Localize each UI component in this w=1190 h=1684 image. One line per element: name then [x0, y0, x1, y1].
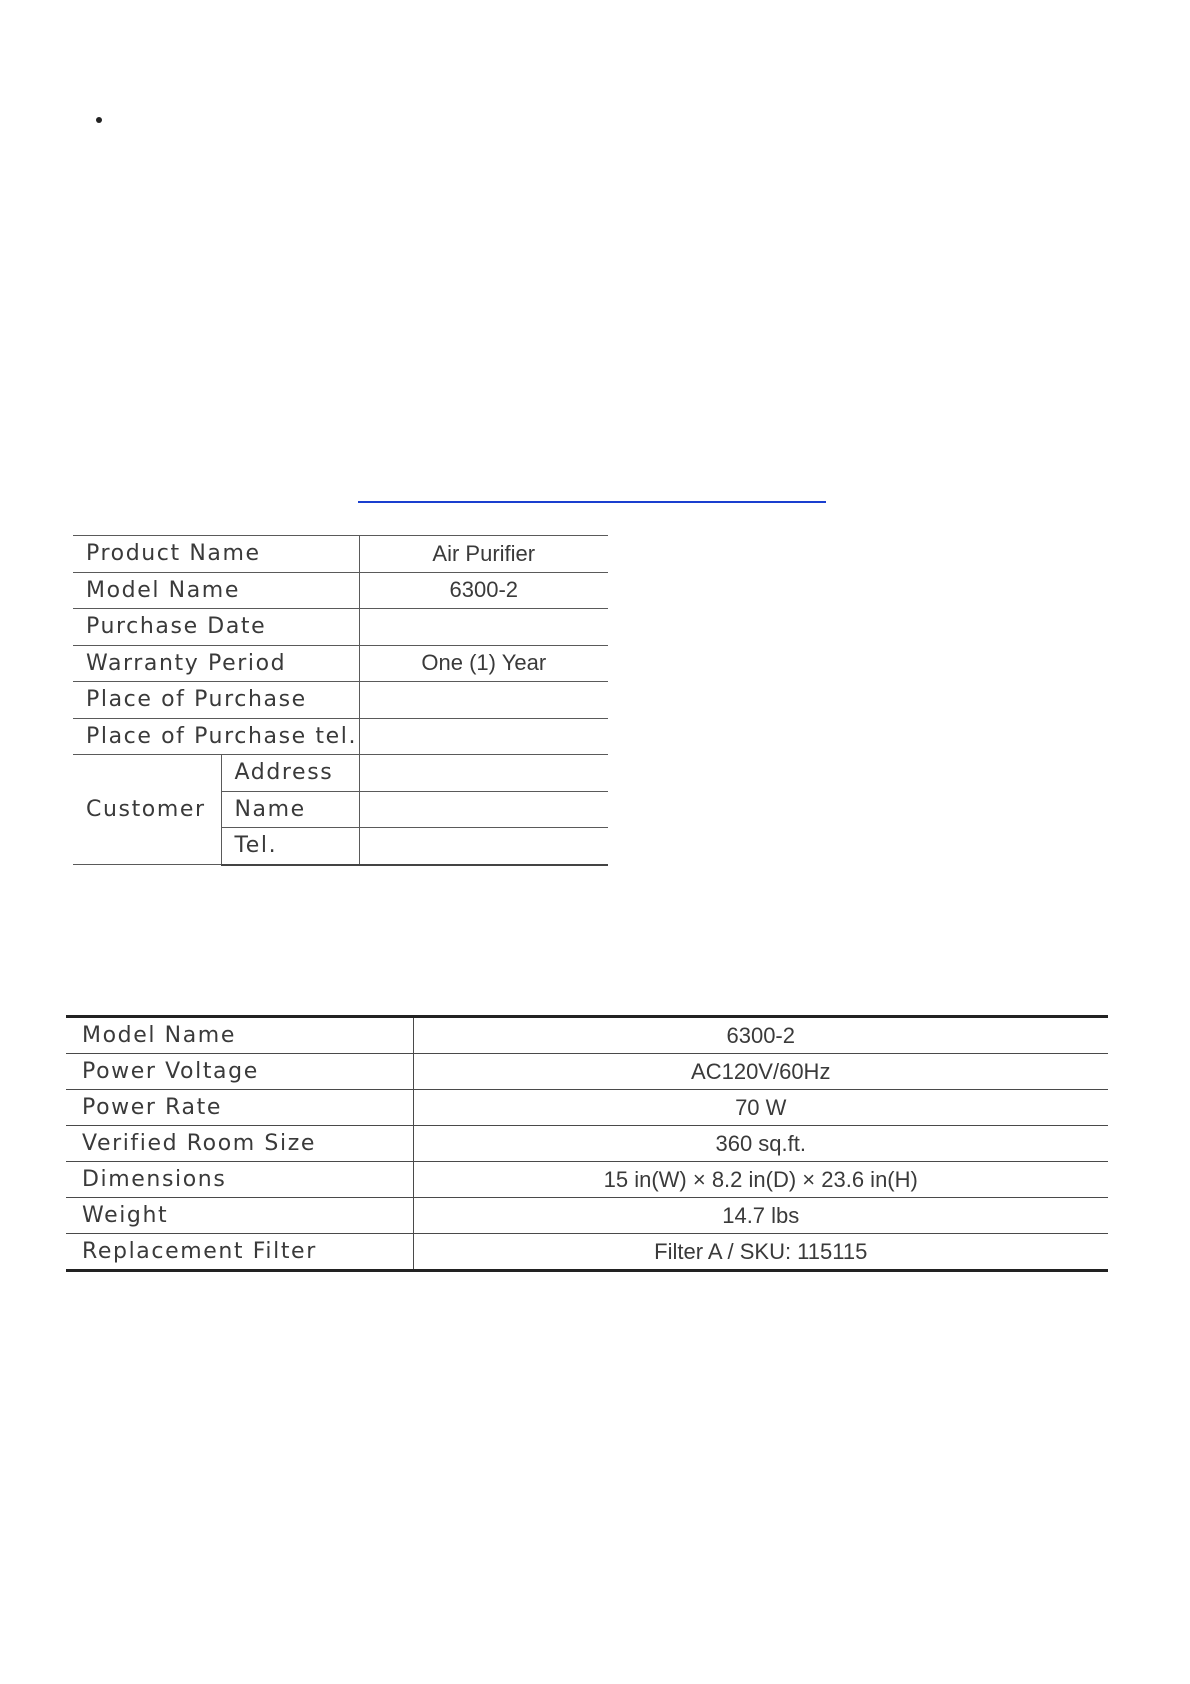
spec-label: Model Name	[66, 1017, 413, 1054]
customer-field-label: Address	[221, 755, 359, 792]
customer-field-label: Tel.	[221, 828, 359, 865]
spec-label: Weight	[66, 1198, 413, 1234]
table-row	[66, 1234, 1108, 1271]
spec-label: Replacement Filter	[66, 1234, 413, 1271]
row-label: Warranty Period	[73, 645, 359, 682]
spec-value: 360 sq.ft.	[413, 1126, 1108, 1162]
table-row	[73, 682, 608, 719]
row-value: One (1) Year	[359, 645, 608, 682]
customer-field-value	[359, 828, 608, 865]
table-row	[73, 645, 608, 682]
row-value: 6300-2	[359, 572, 608, 609]
warranty-card-table	[73, 535, 608, 866]
spec-value: 6300-2	[413, 1017, 1108, 1054]
row-label: Purchase Date	[73, 609, 359, 646]
customer-field-value	[359, 791, 608, 828]
spec-value: 70 W	[413, 1090, 1108, 1126]
row-label: Product Name	[73, 536, 359, 573]
table-row	[66, 1126, 1108, 1162]
row-value	[359, 682, 608, 719]
spec-label: Verified Room Size	[66, 1126, 413, 1162]
spec-value: Filter A / SKU: 115115	[413, 1234, 1108, 1271]
table-row	[66, 1017, 1108, 1054]
row-value	[359, 609, 608, 646]
row-value	[359, 718, 608, 755]
spec-value: AC120V/60Hz	[413, 1054, 1108, 1090]
customer-field-value	[359, 755, 608, 792]
row-value: Air Purifier	[359, 536, 608, 573]
table-row	[66, 1054, 1108, 1090]
customer-label: Customer	[73, 755, 221, 865]
customer-field-label: Name	[221, 791, 359, 828]
table-row	[73, 755, 608, 792]
row-label: Place of Purchase	[73, 682, 359, 719]
table-row	[73, 572, 608, 609]
table-row	[66, 1090, 1108, 1126]
hyperlink-underline[interactable]	[358, 501, 826, 503]
row-label: Place of Purchase tel.	[73, 718, 359, 755]
spec-value: 15 in(W) × 8.2 in(D) × 23.6 in(H)	[413, 1162, 1108, 1198]
table-row	[73, 609, 608, 646]
table-row	[73, 536, 608, 573]
table-row	[66, 1162, 1108, 1198]
bullet-point	[96, 117, 102, 123]
row-label: Model Name	[73, 572, 359, 609]
spec-label: Power Rate	[66, 1090, 413, 1126]
specification-table	[66, 1015, 1108, 1272]
table-row	[73, 718, 608, 755]
spec-value: 14.7 lbs	[413, 1198, 1108, 1234]
spec-label: Dimensions	[66, 1162, 413, 1198]
table-row	[66, 1198, 1108, 1234]
spec-label: Power Voltage	[66, 1054, 413, 1090]
